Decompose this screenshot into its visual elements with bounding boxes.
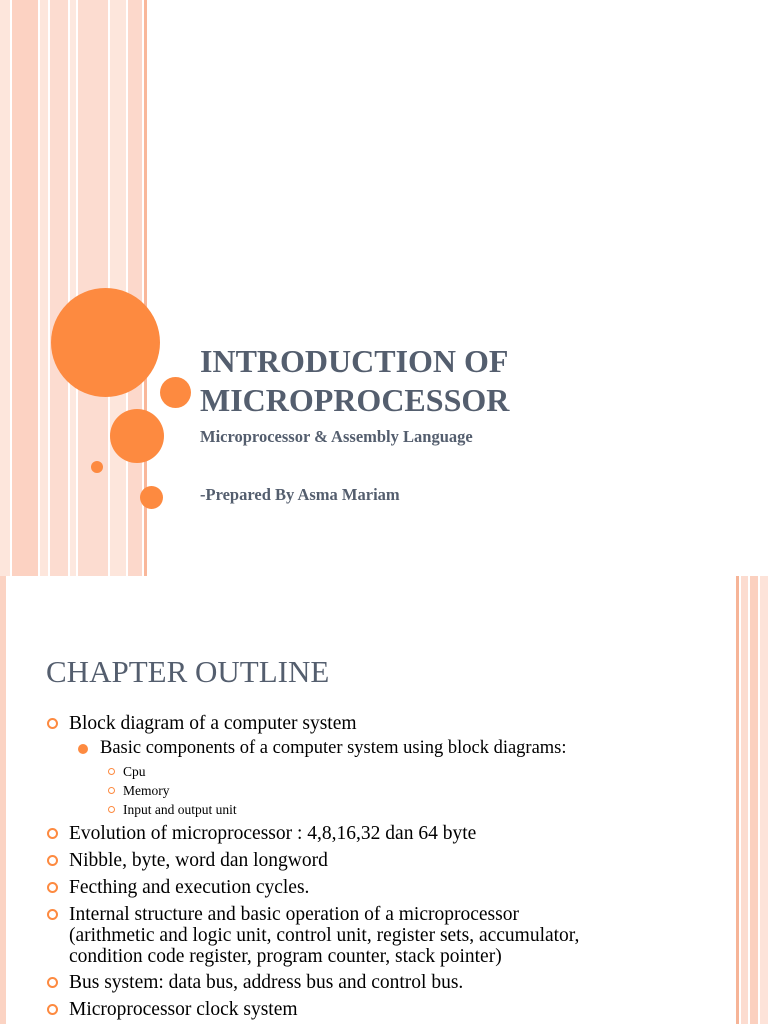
- item-text: Memory: [123, 783, 170, 798]
- item-text: Cpu: [123, 764, 146, 779]
- outline-item-continuation: [69, 946, 502, 967]
- decor-stripe: [40, 0, 48, 576]
- outline-item: [69, 850, 328, 871]
- outline-item: [69, 713, 357, 734]
- decor-circle-large: [51, 288, 160, 397]
- decor-stripe: [128, 0, 142, 576]
- outline-item-continuation: [69, 925, 579, 946]
- outline-subsubitem: [123, 801, 237, 818]
- decor-stripe: [70, 0, 76, 576]
- outline-subitem: [100, 738, 567, 759]
- item-text: condition code register, program counter, stack pointer): [69, 946, 502, 967]
- bullet-ring-icon: [47, 718, 58, 729]
- decor-circle-small: [160, 377, 191, 408]
- bullet-ring-icon: [47, 1004, 58, 1015]
- bullet-ring-icon: [47, 977, 58, 988]
- bullet-ring-icon: [47, 828, 58, 839]
- item-text: Microprocessor clock system: [69, 999, 298, 1020]
- item-text: Basic components of a computer system using block diagrams:: [100, 738, 567, 758]
- decor-circle-tiny: [91, 461, 103, 473]
- item-text: Evolution of microprocessor : 4,8,16,32 dan 64 byte: [69, 823, 477, 844]
- item-text: Input and output unit: [123, 802, 237, 817]
- outline-subsubitem: [123, 782, 170, 799]
- outline-item: [69, 972, 463, 993]
- slide-subtitle: Microprocessor & Assembly Language: [200, 427, 473, 446]
- bullet-ring-icon: [108, 787, 115, 794]
- bullet-dot-icon: [78, 744, 88, 754]
- title-line: MICROPROCESSOR: [200, 382, 510, 418]
- item-text: Nibble, byte, word dan longword: [69, 850, 328, 871]
- slide-title: [200, 342, 509, 420]
- outline-slide: [0, 576, 768, 1024]
- item-text: Bus system: data bus, address bus and control bus.: [69, 972, 464, 993]
- bullet-ring-icon: [108, 806, 115, 813]
- outline-heading: CHAPTER OUTLINE: [46, 654, 330, 689]
- decor-stripe: [0, 0, 10, 576]
- item-text: Block diagram of a computer system: [69, 713, 357, 734]
- bullet-ring-icon: [47, 855, 58, 866]
- decor-stripe: [12, 0, 38, 576]
- decor-circle-medium: [110, 409, 164, 463]
- decor-circle-small: [140, 486, 163, 509]
- outline-item: [69, 877, 309, 898]
- outline-item: [69, 823, 476, 844]
- item-text: Fecthing and execution cycles.: [69, 877, 310, 898]
- bullet-ring-icon: [47, 909, 58, 920]
- decor-stripe: [741, 576, 748, 1024]
- decor-stripe: [0, 576, 6, 1024]
- item-text: Internal structure and basic operation of a microprocessor: [69, 904, 519, 925]
- item-text: (arithmetic and logic unit, control unit, register sets, accumulator,: [69, 925, 580, 946]
- outline-item: [69, 904, 519, 925]
- decor-stripe: [750, 576, 758, 1024]
- outline-item: [69, 999, 298, 1020]
- title-line: INTRODUCTION OF: [200, 343, 509, 379]
- decor-line: [736, 576, 739, 1024]
- bullet-ring-icon: [108, 768, 115, 775]
- author-line: -Prepared By Asma Mariam: [200, 485, 400, 504]
- decor-stripe: [760, 576, 768, 1024]
- bullet-ring-icon: [47, 882, 58, 893]
- decor-stripe: [50, 0, 68, 576]
- outline-subsubitem: [123, 763, 146, 780]
